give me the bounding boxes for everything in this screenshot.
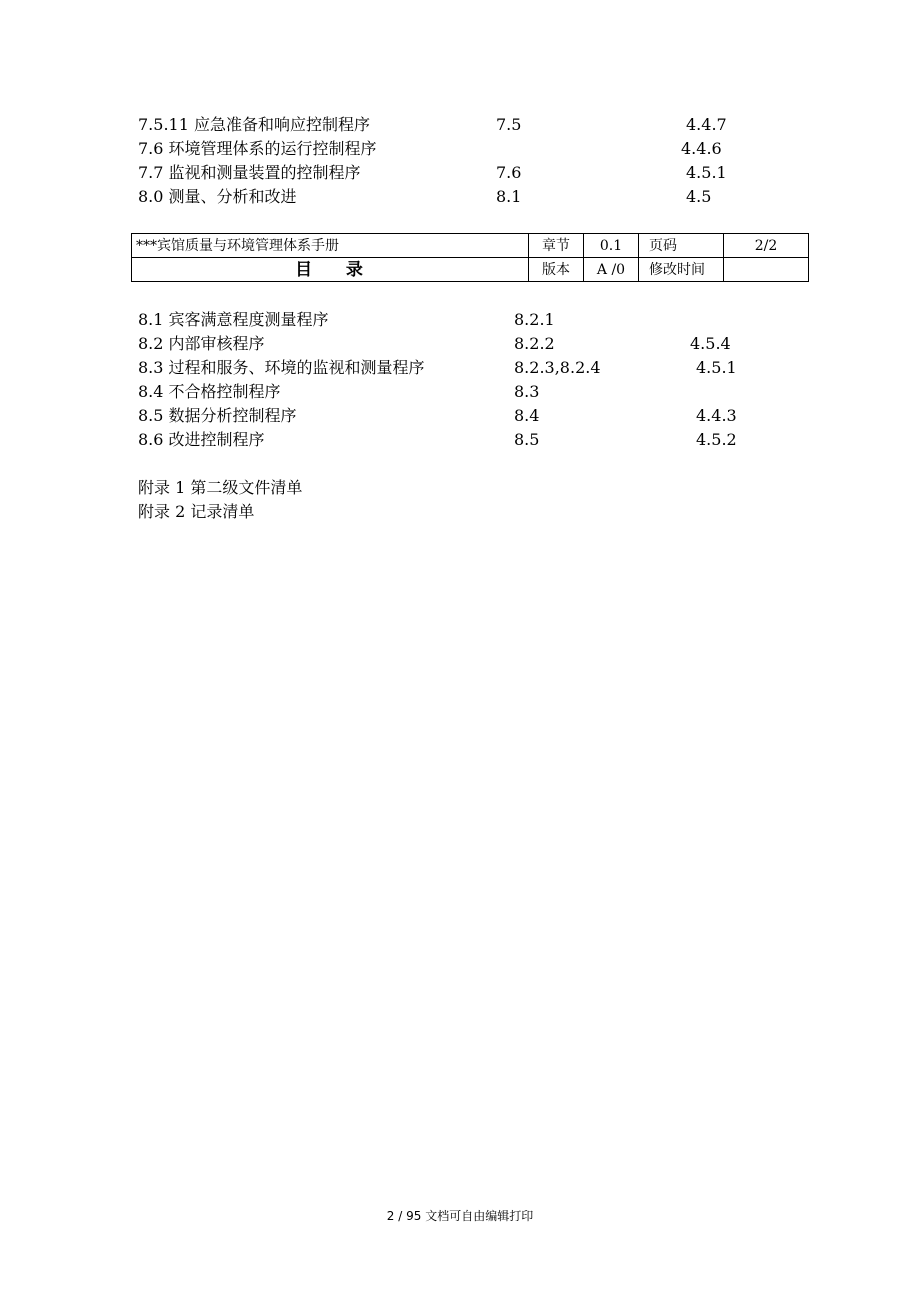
toc-title: 8.6 改进控制程序 xyxy=(138,430,265,449)
appendix-item xyxy=(138,476,538,500)
toc-iso9001: 8.4 xyxy=(514,406,540,425)
section-title: 目 录 xyxy=(132,258,529,282)
page-footer: 2 / 95 文档可自由编辑打印 xyxy=(386,1209,534,1223)
appendix-title: 附录 1 第二级文件清单 xyxy=(138,478,303,497)
toc-row xyxy=(138,428,778,452)
toc-title: 8.5 数据分析控制程序 xyxy=(138,406,297,425)
toc-iso9001: 8.3 xyxy=(514,382,540,401)
toc-iso9001: 8.1 xyxy=(496,187,522,206)
toc-title: 8.2 内部审核程序 xyxy=(138,334,265,353)
toc-iso9001: 8.2.1 xyxy=(514,310,555,329)
toc-title: 8.3 过程和服务、环境的监视和测量程序 xyxy=(138,358,425,377)
toc-row xyxy=(138,113,758,137)
manual-title: ***宾馆质量与环境管理体系手册 xyxy=(132,234,529,258)
toc-title: 8.1 宾客满意程度测量程序 xyxy=(138,310,329,329)
toc-row xyxy=(138,380,778,404)
page-value: 2/2 xyxy=(724,234,809,258)
revision-value xyxy=(724,258,809,282)
toc-row xyxy=(138,332,778,356)
toc-iso14001: 4.5.1 xyxy=(696,358,737,377)
toc-iso14001: 4.5.4 xyxy=(690,334,731,353)
toc-title: 8.4 不合格控制程序 xyxy=(138,382,281,401)
toc-iso14001: 4.5 xyxy=(686,187,712,206)
toc-title: 7.6 环境管理体系的运行控制程序 xyxy=(138,139,377,158)
chapter-value: 0.1 xyxy=(584,234,639,258)
toc-iso9001: 8.5 xyxy=(514,430,540,449)
toc-iso14001: 4.5.1 xyxy=(686,163,727,182)
toc-row xyxy=(138,356,778,380)
toc-iso14001: 4.4.3 xyxy=(696,406,737,425)
version-value: A /0 xyxy=(584,258,639,282)
toc-iso9001: 8.2.2 xyxy=(514,334,555,353)
appendix-item xyxy=(138,500,538,524)
chapter-label: 章节 xyxy=(529,234,584,258)
toc-title: 8.0 测量、分析和改进 xyxy=(138,187,297,206)
toc-iso9001: 7.6 xyxy=(496,163,522,182)
document-header-table xyxy=(131,233,809,282)
version-label: 版本 xyxy=(529,258,584,282)
toc-iso9001: 8.2.3,8.2.4 xyxy=(514,358,601,377)
toc-row xyxy=(138,404,778,428)
appendix-title: 附录 2 记录清单 xyxy=(138,502,255,521)
toc-row xyxy=(138,185,758,209)
toc-row xyxy=(138,308,778,332)
toc-iso14001: 4.4.6 xyxy=(681,139,722,158)
toc-iso14001: 4.4.7 xyxy=(686,115,727,134)
toc-row xyxy=(138,137,758,161)
toc-iso9001: 7.5 xyxy=(496,115,522,134)
toc-row xyxy=(138,161,758,185)
toc-title: 7.5.11 应急准备和响应控制程序 xyxy=(138,115,370,134)
revision-label: 修改时间 xyxy=(639,258,724,282)
page-label: 页码 xyxy=(639,234,724,258)
toc-iso14001: 4.5.2 xyxy=(696,430,737,449)
toc-title: 7.7 监视和测量装置的控制程序 xyxy=(138,163,361,182)
